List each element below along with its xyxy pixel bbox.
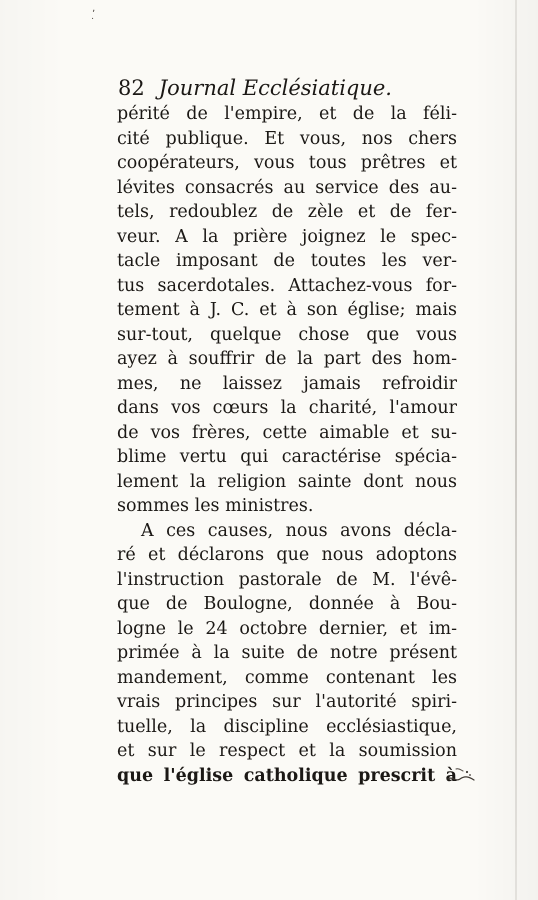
text-line: mes, ne laissez jamais refroidir: [117, 373, 457, 394]
text-line: tus sacerdotales. Attachez-vous for-: [117, 275, 457, 296]
page-number: 82: [118, 76, 145, 100]
page-header: [118, 74, 418, 102]
ink-stain-mark: [446, 763, 478, 785]
text-line: tuelle, la discipline ecclésiastique,: [117, 716, 457, 737]
running-title: Journal Ecclésiatique.: [158, 76, 392, 100]
text-line: blime vertu qui caractérise spécia-: [117, 447, 457, 467]
text-line: veur. A la prière joignez le spec-: [117, 226, 457, 247]
text-line: sur-tout, quelque chose que vous: [117, 324, 457, 345]
text-line: ayez à souffrir de la part des hom-: [117, 349, 457, 369]
text-line: et sur le respect et la soumission: [117, 741, 457, 761]
text-line: mandement, comme contenant les: [117, 667, 457, 688]
text-line: logne le 24 octobre dernier, et im-: [117, 618, 457, 639]
text-line: dans vos cœurs la charité, l'amour: [117, 398, 457, 418]
text-line: tacle imposant de toutes les ver-: [117, 251, 457, 271]
text-line: vrais principes sur l'autorité spiri-: [117, 692, 457, 712]
paragraph-start-line: A ces causes, nous avons décla-: [141, 520, 457, 541]
text-line: de vos frères, cette aimable et su-: [117, 422, 457, 443]
text-line: cité publique. Et vous, nos chers: [117, 128, 457, 149]
text-line: que l'église catholique prescrit à: [117, 765, 457, 786]
text-line: périté de l'empire, et de la féli-: [117, 104, 457, 124]
text-line: tement à J. C. et à son église; mais: [117, 300, 457, 320]
page-edge-shadow: [515, 0, 517, 900]
paragraph-end-line: sommes les ministres.: [117, 496, 314, 516]
text-line: ré et déclarons que nous adoptons: [117, 545, 457, 565]
text-line: primée à la suite de notre présent: [117, 643, 457, 663]
text-line: tels, redoublez de zèle et de fer-: [117, 202, 457, 222]
text-line: que de Boulogne, donnée à Bou-: [117, 594, 457, 614]
body-text: [117, 102, 457, 788]
top-left-ink-mark: ʼ̣: [92, 9, 96, 20]
text-line: lévites consacrés au service des au-: [117, 177, 457, 198]
text-line: l'instruction pastorale de M. l'évê-: [117, 569, 457, 590]
text-line: lement la religion sainte dont nous: [117, 471, 457, 492]
text-line: coopérateurs, vous tous prêtres et: [117, 153, 457, 173]
